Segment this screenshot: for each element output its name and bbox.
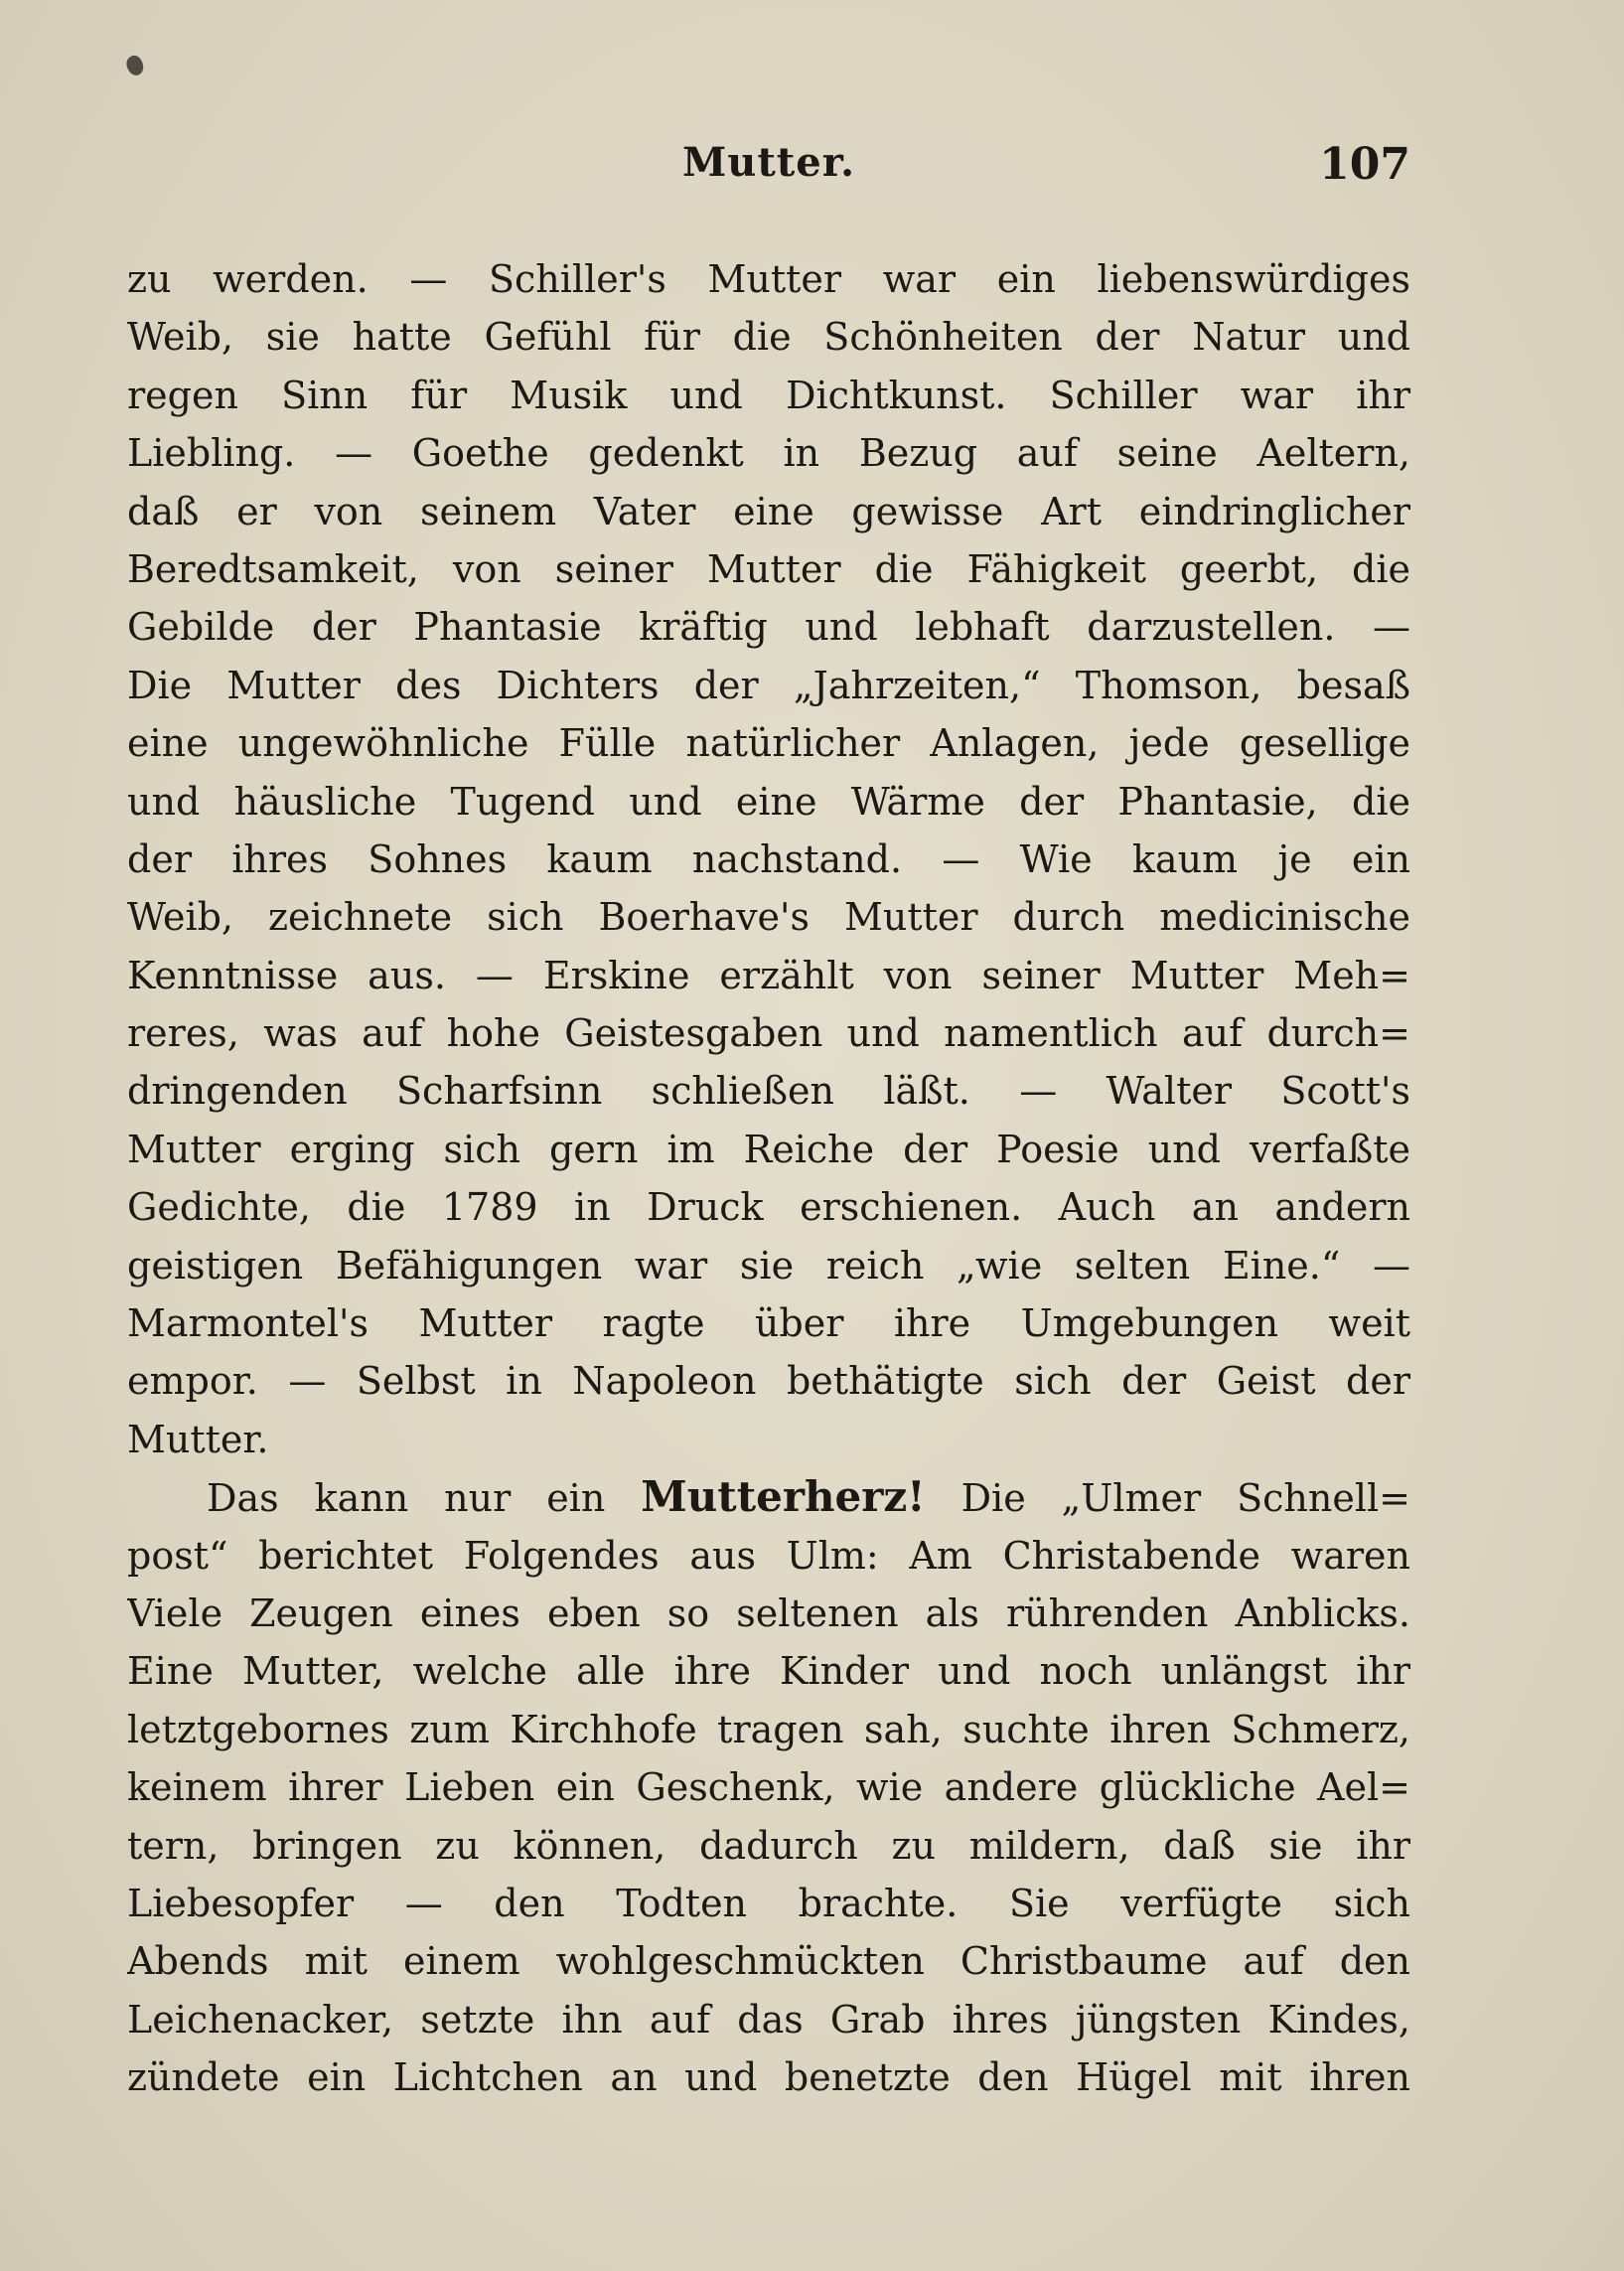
text-line: Gebilde der Phantasie kräftig und lebhaft darzustellen. — <box>127 605 1410 650</box>
text-line: Kenntnisse aus. — Erskine erzählt von seiner Mutter Meh= <box>127 953 1410 997</box>
text-line: Liebesopfer — den Todten brachte. Sie verfügte sich <box>127 1881 1410 1925</box>
text-line: und häusliche Tugend und eine Wärme der Phantasie, die <box>127 779 1410 824</box>
text-line: Weib, sie hatte Gefühl für die Schönheiten der Natur und <box>127 315 1410 360</box>
text-line: Leichenacker, setzte ihn auf das Grab ihres jüngsten Kindes, <box>127 1997 1410 2042</box>
text-line: Die Mutter des Dichters der „Jahrzeiten,“ Thomson, besaß <box>127 663 1410 707</box>
text-line: Weib, zeichnete sich Boerhave's Mutter durch medicinische <box>127 895 1410 940</box>
text-line: Mutter erging sich gern im Reiche der Poesie und verfaßte <box>127 1127 1410 1171</box>
body-text <box>127 250 1410 2107</box>
text-line: Eine Mutter, welche alle ihre Kinder und noch unlängst ihr <box>127 1649 1410 1694</box>
ink-smudge <box>123 53 147 77</box>
text-line: reres, was auf hohe Geistesgaben und namentlich auf durch= <box>127 1011 1410 1056</box>
text-line: Marmontel's Mutter ragte über ihre Umgebungen weit <box>127 1301 1410 1346</box>
text-line: keinem ihrer Lieben ein Geschenk, wie andere glückliche Ael= <box>127 1765 1410 1810</box>
paragraph-2 <box>127 1468 1410 2106</box>
page-header <box>127 139 1410 199</box>
text-line: der ihres Sohnes kaum nachstand. — Wie kaum je ein <box>127 836 1410 881</box>
text-line <box>127 1468 1410 1526</box>
page-number: 107 <box>1319 139 1410 190</box>
text-line: Liebling. — Goethe gedenkt in Bezug auf seine Aeltern, <box>127 431 1410 476</box>
text-line: letztgebornes zum Kirchhofe tragen sah, suchte ihren Schmerz, <box>127 1707 1410 1751</box>
text-run: Das kann nur ein <box>207 1476 642 1521</box>
running-head: Mutter. <box>681 139 856 186</box>
text-line: zündete ein Lichtchen an und benetzte den Hügel mit ihren <box>127 2055 1410 2100</box>
text-line: Abends mit einem wohlgeschmückten Christbaume auf den <box>127 1939 1410 1984</box>
paragraph-1 <box>127 250 1410 1468</box>
text-line: regen Sinn für Musik und Dichtkunst. Schiller war ihr <box>127 373 1410 417</box>
text-line: dringenden Scharfsinn schließen läßt. — Walter Scott's <box>127 1069 1410 1114</box>
text-line: empor. — Selbst in Napoleon bethätigte sich der Geist der <box>127 1359 1410 1404</box>
text-line: daß er von seinem Vater eine gewisse Art eindringlicher <box>127 489 1410 533</box>
text-line: Beredtsamkeit, von seiner Mutter die Fähigkeit geerbt, die <box>127 546 1410 591</box>
text-line: Viele Zeugen eines eben so seltenen als rührenden Anblicks. <box>127 1590 1410 1635</box>
text-line: Gedichte, die 1789 in Druck erschienen. Auch an andern <box>127 1185 1410 1230</box>
text-line: Mutter. <box>127 1417 269 1461</box>
text-line: geistigen Befähigungen war sie reich „wie selten Eine.“ — <box>127 1243 1410 1287</box>
text-line: zu werden. — Schiller's Mutter war ein liebenswürdiges <box>127 257 1410 301</box>
text-line: eine ungewöhnliche Fülle natürlicher Anlagen, jede gesellige <box>127 721 1410 766</box>
emphasis-word: Mutterherz! <box>641 1472 926 1522</box>
text-line: post“ berichtet Folgendes aus Ulm: Am Christabende waren <box>127 1533 1410 1578</box>
text-run: Die „Ulmer Schnell= <box>925 1476 1410 1521</box>
text-line: tern, bringen zu können, dadurch zu mildern, daß sie ihr <box>127 1823 1410 1868</box>
